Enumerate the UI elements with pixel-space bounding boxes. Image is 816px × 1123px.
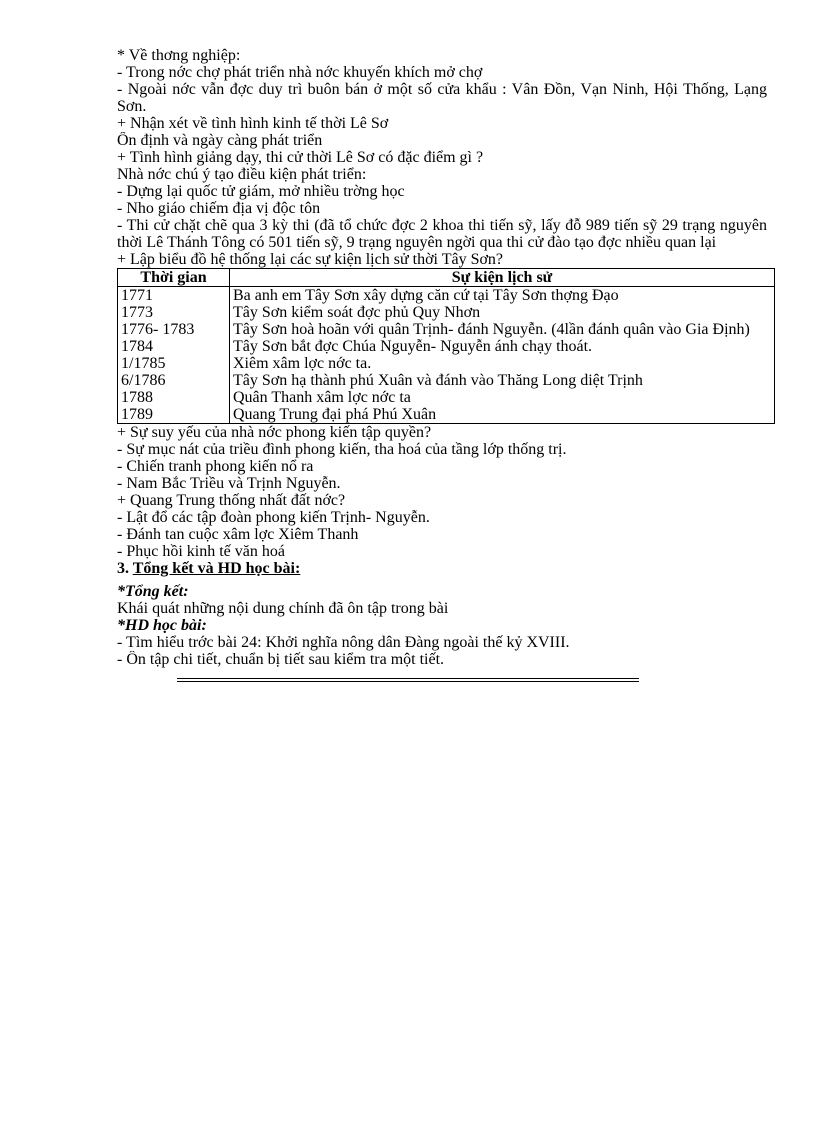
row-event: Tây Sơn kiểm soát đợc phủ Quy Nhơn [233,304,481,321]
header-time: Thời gian [118,269,230,287]
trade-heading: * Về thơng nghiệp: [117,47,241,64]
row-event: Xiêm xâm lợc nớc ta. [233,355,372,372]
row-time: 1784 [118,338,230,355]
row-time: 6/1786 [118,372,230,389]
decline-question: + Sự suy yếu của nhà nớc phong kiến tập quyền? [117,424,432,441]
row-time: 1773 [118,304,230,321]
unification-item-3: - Phục hồi kinh tế văn hoá [117,543,285,560]
row-event: Tây Sơn hoà hoãn với quân Trịnh- đánh Nguyễn. (4lần đánh quân vào Gia Định) [233,321,750,338]
row-time: 1789 [118,406,230,424]
row-event: Quang Trung đại phá Phú Xuân [233,406,437,423]
table-row [118,389,775,406]
section-3-heading [117,560,767,577]
row-event: Ba anh em Tây Sơn xây dựng căn cứ tại Tây Sơn thợng Đạo [233,287,619,304]
homework-item-1: - Tìm hiểu trớc bài 24: Khởi nghĩa nông dân Đàng ngoài thế kỷ XVIII. [117,634,570,651]
decline-item-2: - Chiến tranh phong kiến nổ ra [117,458,314,475]
unification-item-1: - Lật đổ các tập đoàn phong kiến Trịnh- Nguyễn. [117,509,430,526]
row-time: 1/1785 [118,355,230,372]
decline-item-1: - Sự mục nát của triều đình phong kiến, tha hoá của tầng lớp thống trị. [117,441,567,458]
table-row [118,355,775,372]
section-3-title: Tổng kết và HD học bài: [132,560,301,577]
header-event: Sự kiện lịch sử [230,269,775,287]
table-row [118,321,775,338]
table-row [118,338,775,355]
row-time: 1788 [118,389,230,406]
table-row [118,287,775,305]
economy-answer: Ổn định và ngày càng phát triển [117,132,323,149]
trade-foreign: - Ngoài nớc vẫn đợc duy trì buôn bán ở một số cửa khẩu : Vân Đồn, Vạn Ninh, Hội Thống, Lạng Sơn. [117,81,767,115]
table-row [118,304,775,321]
row-event: Quân Thanh xâm lợc nớc ta [233,389,411,406]
section-3-number: 3. [117,560,133,577]
row-event: Tây Sơn bắt đợc Chúa Nguyễn- Nguyễn ánh chạy thoát. [233,338,593,355]
document-page [117,47,767,682]
education-item-3: - Thi cử chặt chẽ qua 3 kỳ thi (đã tổ chức đợc 2 khoa thi tiến sỹ, lấy đỗ 989 tiến sỹ 29 trạng nguyên thời Lê Thánh Tông có 501 tiến sỹ, 9 trạng nguyên ngời qua thi cử đào tạo đợc nhiều quan lại [117,217,767,251]
table-row [118,406,775,424]
double-rule-divider [177,678,639,682]
unification-item-2: - Đánh tan cuộc xâm lợc Xiêm Thanh [117,526,359,543]
table-row [118,372,775,389]
education-question: + Tình hình giảng dạy, thi cử thời Lê Sơ có đặc điểm gì ? [117,149,484,166]
row-time: 1771 [118,287,230,305]
education-intro: Nhà nớc chú ý tạo điều kiện phát triển: [117,166,367,183]
economy-question: + Nhận xét về tình hình kinh tế thời Lê Sơ [117,115,389,132]
education-item-1: - Dựng lại quốc tử giám, mở nhiều trờng học [117,183,405,200]
tay-son-events-table [117,268,775,424]
unification-question: + Quang Trung thống nhất đất nớc? [117,492,346,509]
trade-domestic: - Trong nớc chợ phát triển nhà nớc khuyến khích mở chợ [117,64,483,81]
table-header-row [118,269,775,287]
education-item-2: - Nho giáo chiếm địa vị độc tôn [117,200,321,217]
table-question: + Lập biểu đồ hệ thống lại các sự kiện lịch sử thời Tây Sơn? [117,251,504,268]
summary-label: *Tổng kết: [117,583,189,600]
summary-text: Khái quát những nội dung chính đã ôn tập trong bài [117,600,449,617]
homework-label: *HD học bài: [117,617,207,634]
homework-item-2: - Ôn tập chi tiết, chuẩn bị tiết sau kiểm tra một tiết. [117,651,445,668]
decline-item-3: - Nam Bắc Triều và Trịnh Nguyễn. [117,475,341,492]
row-time: 1776- 1783 [118,321,230,338]
row-event: Tây Sơn hạ thành phú Xuân và đánh vào Thăng Long diệt Trịnh [233,372,643,389]
